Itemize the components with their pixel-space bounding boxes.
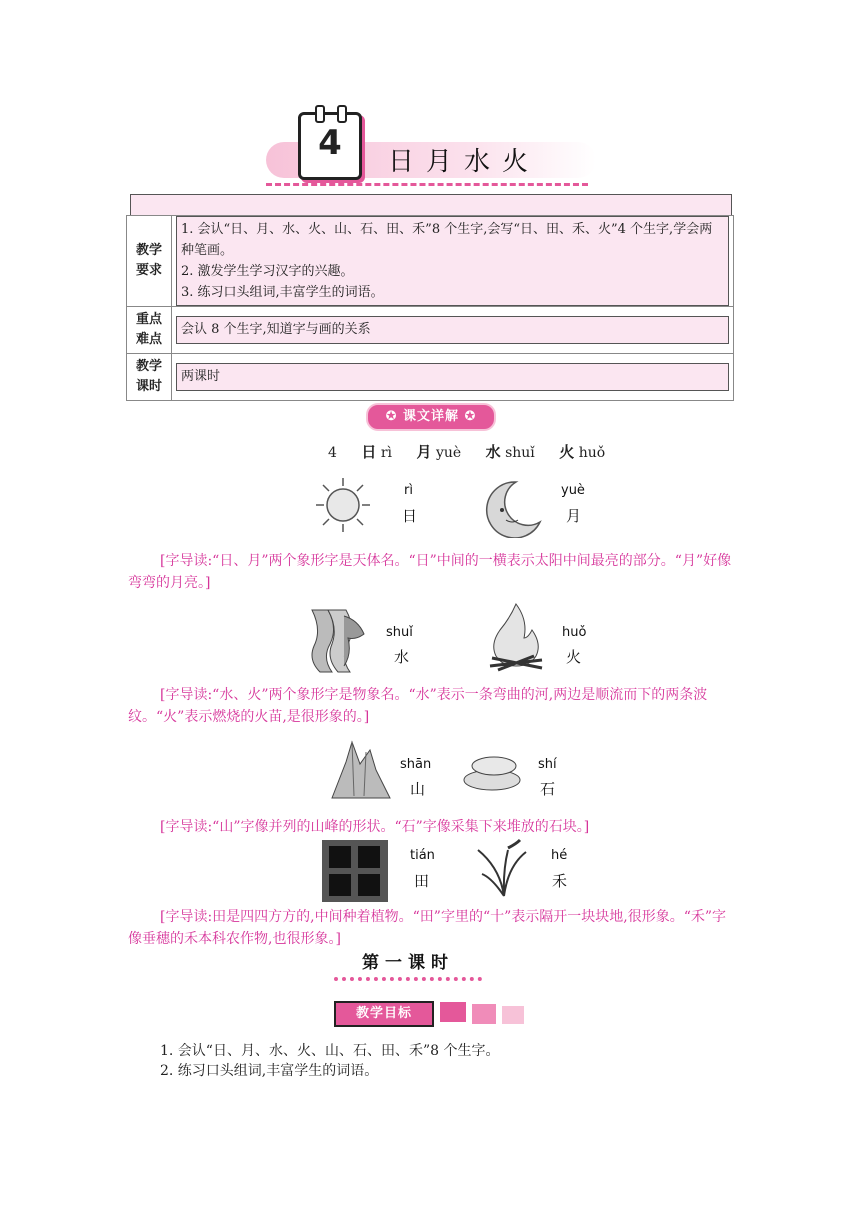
periods-label: 教学 课时 <box>127 354 172 401</box>
requirements-content <box>176 216 729 306</box>
requirement-item: 2. 激发学生学习汉字的兴趣。 <box>181 264 354 279</box>
grain-icon <box>474 838 534 898</box>
first-lesson-title: 第一课时 <box>362 953 454 973</box>
sun-icon <box>312 476 374 534</box>
hanzi-huo: 火 <box>566 648 582 666</box>
hanzi-shi: 石 <box>540 780 556 798</box>
water-icon <box>304 606 370 676</box>
stone-icon <box>460 752 524 794</box>
requirement-item: 1. 会认“日、月、水、火、山、石、田、禾”8 个生字,会写“日、田、禾、火”4 个生字,学会两种笔画。 <box>181 222 713 258</box>
decor-square <box>472 1004 496 1024</box>
hanzi-he: 禾 <box>552 872 568 890</box>
lesson-title: 日月水火 <box>388 147 541 177</box>
mountain-icon <box>330 738 392 802</box>
keypoints-content: 会认 8 个生字,知道字与画的关系 <box>176 316 729 344</box>
pinyin-tian: tián <box>410 848 435 863</box>
hanzi-tian: 田 <box>414 872 430 890</box>
fire-icon <box>484 600 548 674</box>
decor-square <box>502 1006 524 1024</box>
lesson-number: 4 <box>318 123 342 163</box>
pinyin-shi: shí <box>538 757 557 772</box>
table-row-periods <box>127 354 734 401</box>
pinyin-yue: yuè <box>561 483 585 498</box>
periods-content: 两课时 <box>176 363 729 391</box>
hanzi-ri: 日 <box>402 507 418 525</box>
note-shan-shi: [字导读:“山”字像并列的山峰的形状。“石”字像采集下来堆放的石块。] <box>160 819 590 835</box>
character-pinyin-line: 4 日 rì 月 yuè 水 shuǐ 火 huǒ <box>328 443 606 461</box>
goal-item: 1. 会认“日、月、水、火、山、石、田、禾”8 个生字。 <box>160 1043 500 1059</box>
decor-square <box>440 1002 466 1022</box>
keypoints-label: 重点 难点 <box>127 307 172 354</box>
pinyin-ri: rì <box>404 483 413 498</box>
note-shui-huo: [字导读:“水、火”两个象形字是物象名。“水”表示一条弯曲的河,两边是顺流而下的两条波纹。“火”表示燃烧的火苗,是很形象的。] <box>128 687 708 725</box>
note-ri-yue: [字导读:“日、月”两个象形字是天体名。“日”中间的一横表示太阳中间最亮的部分。“月”好像弯弯的月亮。] <box>128 553 732 591</box>
section-badge: ✪ 课文详解 ✪ <box>366 403 496 431</box>
hanzi-yue: 月 <box>566 507 582 525</box>
pinyin-huo: huǒ <box>562 625 587 640</box>
requirements-label <box>127 216 172 307</box>
pinyin-he: hé <box>551 848 568 863</box>
lesson-info-table <box>126 215 734 401</box>
requirement-item: 3. 练习口头组词,丰富学生的词语。 <box>181 285 384 300</box>
field-icon <box>320 838 390 904</box>
first-lesson-dots <box>334 977 482 981</box>
hanzi-shui: 水 <box>394 648 410 666</box>
goal-item: 2. 练习口头组词,丰富学生的词语。 <box>160 1063 379 1079</box>
table-row-requirements <box>127 216 734 307</box>
pinyin-shui: shuǐ <box>386 625 413 640</box>
table-top-strip <box>130 194 732 216</box>
goal-badge: 教学目标 <box>334 1001 434 1027</box>
title-underline <box>266 183 588 186</box>
table-row-keypoints <box>127 307 734 354</box>
hanzi-shan: 山 <box>410 780 426 798</box>
requirements-label-text: 教学 要求 <box>135 243 162 278</box>
note-tian-he: [字导读:田是四四方方的,中间种着植物。“田”字里的“十”表示隔开一块块地,很形象。“禾”字像垂穗的禾本科农作物,也很形象。] <box>128 909 727 947</box>
moon-icon <box>480 478 544 538</box>
lesson-number-calendar-icon <box>298 112 362 180</box>
pinyin-shan: shān <box>400 757 432 772</box>
